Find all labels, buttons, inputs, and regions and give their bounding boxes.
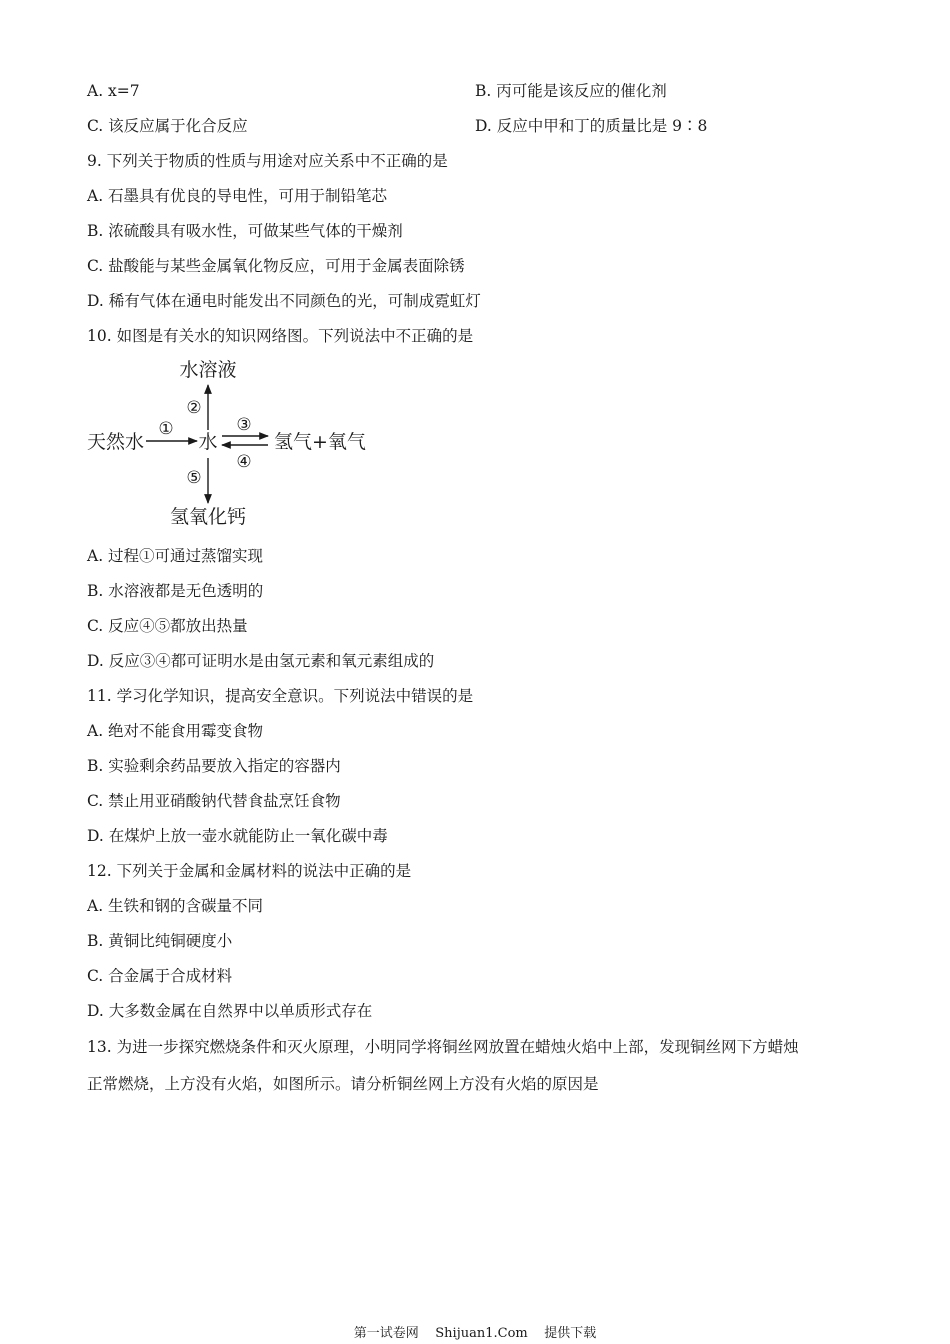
q10-option-c: C. 反应④⑤都放出热量 [87,617,248,635]
q8-option-a: A. x=7 [87,82,140,100]
node-aqueous-solution: 水溶液 [179,359,237,381]
q12-option-a: A. 生铁和钢的含碳量不同 [87,897,264,915]
q11-option-b: B. 实验剩余药品要放入指定的容器内 [87,757,341,775]
q11-option-c: C. 禁止用亚硝酸钠代替食盐烹饪食物 [87,792,341,810]
q12-option-d: D. 大多数金属在自然界中以单质形式存在 [87,1002,373,1020]
q12-stem: 12. 下列关于金属和金属材料的说法中正确的是 [87,862,412,880]
q9-option-c: C. 盐酸能与某些金属氧化物反应，可用于金属表面除锈 [87,257,465,275]
label-1: ① [158,419,174,439]
q10-option-d: D. 反应③④都可证明水是由氢元素和氧元素组成的 [87,652,435,670]
q8-option-d: D. 反应中甲和丁的质量比是 9∶8 [475,117,708,135]
q12-option-c: C. 合金属于合成材料 [87,967,233,985]
q9-option-b: B. 浓硫酸具有吸水性，可做某些气体的干燥剂 [87,222,403,240]
q9-option-a: A. 石墨具有优良的导电性，可用于制铅笔芯 [87,187,388,205]
q8-option-c: C. 该反应属于化合反应 [87,117,248,135]
q13-stem-line-2: 正常燃烧，上方没有火焰，如图所示。请分析铜丝网上方没有火焰的原因是 [87,1075,599,1093]
label-2: ② [186,398,202,418]
water-knowledge-network-diagram [82,354,382,534]
q10-option-a: A. 过程①可通过蒸馏实现 [87,547,264,565]
label-5: ⑤ [186,468,202,488]
q10-stem: 10. 如图是有关水的知识网络图。下列说法中不正确的是 [87,327,474,345]
q13-stem-line-1: 13. 为进一步探究燃烧条件和灭火原理，小明同学将铜丝网放置在蜡烛火焰中上部，发现铜丝网下方蜡烛 [87,1038,799,1056]
q8-option-b: B. 丙可能是该反应的催化剂 [475,82,667,100]
q11-option-d: D. 在煤炉上放一壶水就能防止一氧化碳中毒 [87,827,388,845]
q9-option-d: D. 稀有气体在通电时能发出不同颜色的光，可制成霓虹灯 [87,292,481,310]
q11-stem: 11. 学习化学知识，提高安全意识。下列说法中错误的是 [87,687,474,705]
label-4: ④ [236,452,252,472]
node-hydrogen-oxygen: 氢气+氧气 [274,431,366,453]
node-calcium-hydroxide: 氢氧化钙 [169,506,247,528]
node-water: 水 [198,431,218,453]
node-natural-water: 天然水 [87,431,145,453]
q10-option-b: B. 水溶液都是无色透明的 [87,582,264,600]
label-3: ③ [236,415,252,435]
q9-stem: 9. 下列关于物质的性质与用途对应关系中不正确的是 [87,152,448,170]
q12-option-b: B. 黄铜比纯铜硬度小 [87,932,233,950]
q11-option-a: A. 绝对不能食用霉变食物 [87,722,264,740]
page-footer: 第一试卷网 Shijuan1.Com 提供下载 [353,1326,597,1341]
